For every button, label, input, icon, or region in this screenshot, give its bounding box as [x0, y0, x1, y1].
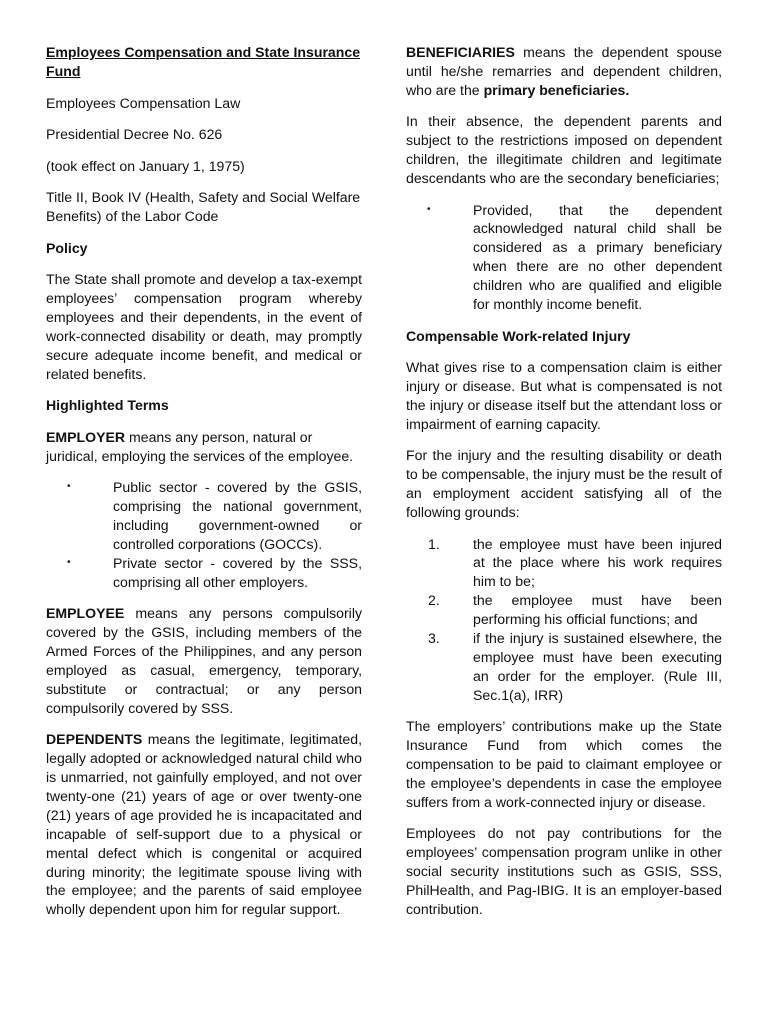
list-number: 1. — [428, 535, 440, 552]
list-item — [406, 591, 722, 629]
employer-definition — [46, 428, 362, 466]
highlighted-terms-heading: Highlighted Terms — [46, 397, 169, 414]
document-title: Employees Compensation and State Insurance Fund — [46, 44, 361, 79]
grounds-intro-paragraph: For the injury and the resulting disability or death to be compensable, the injury must be the result of an employment accident satisfying all of the following grounds: — [406, 447, 722, 520]
grounds-list — [406, 535, 722, 705]
effectivity-note: (took effect on January 1, 1975) — [46, 157, 245, 174]
bullet-icon: • — [67, 556, 71, 568]
list-item — [406, 629, 722, 705]
decree-number: Presidential Decree No. 626 — [46, 126, 223, 143]
labor-code-reference: Title II, Book IV (Health, Safety and Social Welfare Benefits) of the Labor Code — [46, 189, 361, 225]
list-item — [46, 554, 362, 592]
employee-term: EMPLOYEE — [46, 605, 125, 622]
list-item-text: Provided, that the dependent acknowledged natural child shall be considered as a primary beneficiary when there are no other dependent children who are qualified and eligible for monthly income benefit. — [473, 201, 722, 313]
policy-heading: Policy — [46, 239, 88, 256]
beneficiaries-definition-text: means the dependent spouse until he/she remarries and dependent children, who are the — [406, 44, 722, 98]
primary-beneficiaries-term: primary beneficiaries. — [483, 81, 630, 98]
injury-heading: Compensable Work-related Injury — [406, 327, 631, 344]
bullet-icon: • — [67, 481, 71, 493]
employer-term: EMPLOYER — [46, 428, 126, 445]
employer-definition-text: means any person, natural or juridical, employing the services of the employee. — [46, 428, 354, 464]
list-item-text: if the injury is sustained elsewhere, the employee must have been executing an order for the employer. (Rule III, Sec.1(a), IRR) — [473, 630, 722, 703]
list-item — [406, 535, 722, 592]
claim-paragraph: What gives rise to a compensation claim is either injury or disease. But what is compensated is not the injury or disease itself but the attendant loss or impairment of earning capacity. — [406, 359, 722, 432]
contributions-paragraph: The employers’ contributions make up the State Insurance Fund from which comes the compensation to be paid to claimant employee or the employee’s dependents in case the employee suffers from a work-connected injury or disease. — [406, 718, 722, 810]
policy-paragraph: The State shall promote and develop a tax-exempt employees’ compensation program whereby employees and their dependents, in the event of work-connected disability or death, may promptly secure adequate income benefit, and medical or related benefits. — [46, 271, 362, 382]
list-item-text: Private sector - covered by the SSS, comprising all other employers. — [113, 554, 362, 590]
employees-no-pay-paragraph: Employees do not pay contributions for the employees’ compensation program unlike in other social security institutions such as GSIS, SSS, PhilHealth, and Pag-IBIG. It is an employer-based contribution. — [406, 825, 722, 917]
proviso-list — [406, 201, 722, 314]
right-column — [406, 43, 722, 932]
dependents-definition-text: means the legitimate, legitimated, legally adopted or acknowledged natural child who is unmarried, not gainfully employed, and not over twenty-one (21) years of age or over twenty-one (21) years of age provided he is incapacitated and incapable of self-support due to a physical or mental defect which is congenital or acquired during minority; the legitimate spouse living with the employee; and the parents of said employee wholly dependent upon him for regular support. — [46, 731, 362, 918]
list-item-text: the employee must have been performing his official functions; and — [473, 592, 722, 628]
list-item — [406, 201, 722, 314]
left-column — [46, 43, 362, 932]
law-name: Employees Compensation Law — [46, 94, 241, 111]
list-number: 3. — [428, 630, 440, 647]
beneficiaries-term: BENEFICIARIES — [406, 44, 515, 60]
list-item-text: the employee must have been injured at the place where his work requires him to be; — [473, 535, 722, 590]
bullet-icon: • — [427, 203, 431, 215]
beneficiaries-definition — [406, 43, 722, 100]
employer-sector-list — [46, 478, 362, 591]
dependents-definition — [46, 730, 362, 919]
list-item — [46, 478, 362, 554]
dependents-term: DEPENDENTS — [46, 731, 143, 748]
list-number: 2. — [428, 592, 440, 609]
employee-definition-text: means any persons compulsorily covered by the GSIS, including members of the Armed Forces of the Philippines, and any person employed as casual, emergency, temporary, substitute or contractual; or any person compulsorily covered by SSS. — [46, 605, 362, 716]
employee-definition — [46, 604, 362, 717]
list-item-text: Public sector - covered by the GSIS, comprising the national government, including government-owned or controlled corporations (GOCCs). — [113, 479, 362, 552]
secondary-beneficiaries-paragraph: In their absence, the dependent parents and subject to the restrictions imposed on dependent children, the illegitimate children and legitimate descendants who are the secondary beneficiaries; — [406, 113, 722, 187]
